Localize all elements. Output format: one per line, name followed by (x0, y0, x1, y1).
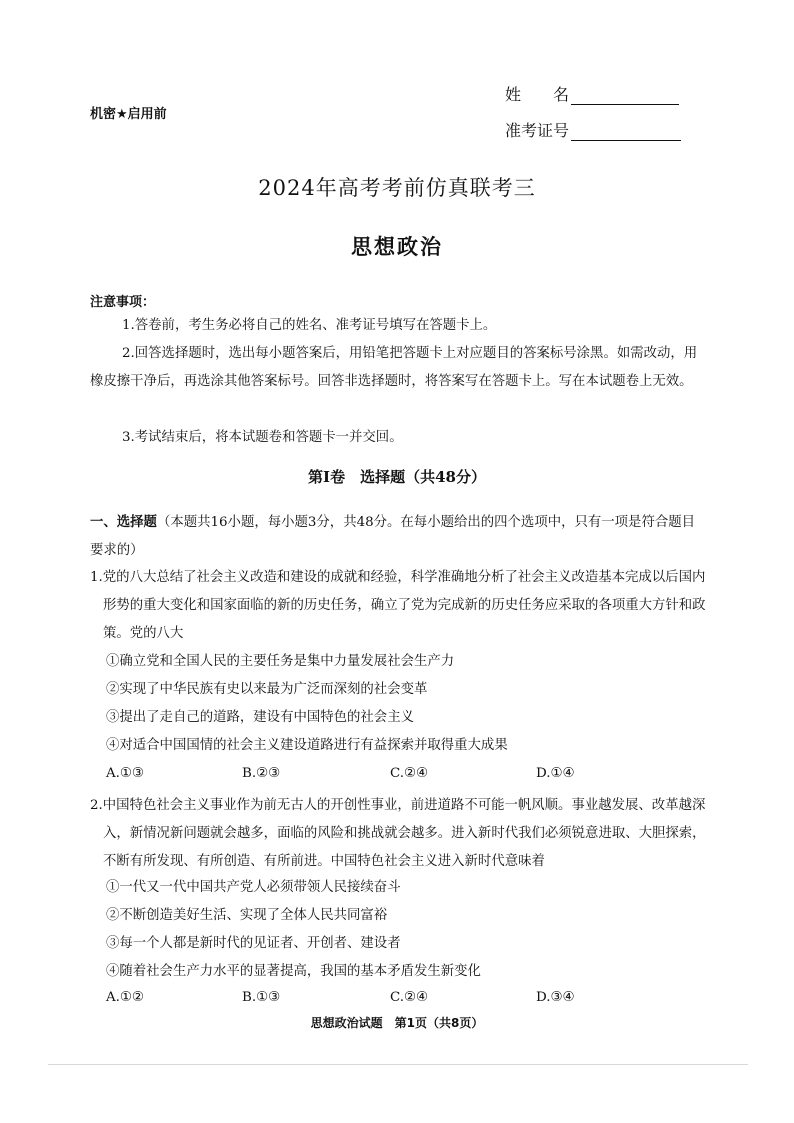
option-4: ④对适合中国国情的社会主义建设道路进行有益探索并取得重大成果 (106, 738, 508, 753)
choice-b: B.②③ (242, 766, 281, 781)
part-one-note: （本题共16小题，每小题3分，共48分。在每小题给出的四个选项中，只有一项是符合题目要求的） (90, 515, 696, 558)
option-3: ③提出了走自己的道路，建设有中国特色的社会主义 (106, 710, 414, 725)
option-1: ①一代又一代中国共产党人必须带领人民接续奋斗 (106, 880, 401, 895)
exam-id-label: 准考证号 (505, 121, 570, 140)
name-label: 姓 名 (505, 85, 570, 104)
question-2 (90, 792, 706, 876)
option-2: ②不断创造美好生活、实现了全体人民共同富裕 (106, 908, 388, 923)
choice-d: D.①④ (536, 766, 575, 781)
subject-title: 思想政治 (351, 234, 443, 259)
question-stem: 1.党的八大总结了社会主义改造和建设的成就和经验，科学准确地分析了社会主义改造基本完成以后国内形势的重大变化和国家面临的新的历史任务，确立了党为完成新的历史任务应采取的各项重大方针和政策。党的八大 (90, 570, 706, 641)
confidential-label: 机密★启用前 (90, 107, 167, 122)
page-footer: 思想政治试题 第1页（共8页） (310, 1016, 484, 1030)
question-stem: 2.中国特色社会主义事业作为前无古人的开创性事业，前进道路不可能一帆风顺。事业越发展、改革越深入，新情况新问题就会越多，面临的风险和挑战就会越多。进入新时代我们必须锐意进取、大胆探索，不断有所发现、有所创造、有所前进。中国特色社会主义进入新时代意味着 (90, 798, 706, 869)
exam-id-blank-line (571, 126, 681, 141)
bottom-divider (48, 1064, 748, 1065)
notice-heading: 注意事项： (90, 295, 156, 310)
name-blank-line (571, 90, 679, 105)
exam-title: 2024年高考考前仿真联考三 (258, 176, 536, 200)
part-one-heading: 一、选择题 (90, 514, 157, 530)
question-1 (90, 564, 706, 648)
option-3: ③每一个人都是新时代的见证者、开创者、建设者 (106, 936, 401, 951)
exam-id-field (505, 118, 681, 141)
notice-item: 1.答卷前，考生务必将自己的姓名、准考证号填写在答题卡上。 (122, 318, 497, 333)
option-4: ④随着社会生产力水平的显著提高，我国的基本矛盾发生新变化 (106, 964, 481, 979)
option-2: ②实现了中华民族有史以来最为广泛而深刻的社会变革 (106, 682, 428, 697)
choice-d: D.③④ (536, 990, 575, 1005)
choice-b: B.①③ (242, 990, 281, 1005)
notice-item: 3.考试结束后，将本试题卷和答题卡一并交回。 (122, 430, 403, 445)
answer-choices (106, 766, 706, 790)
name-field (505, 82, 679, 105)
choice-a: A.①② (106, 990, 144, 1005)
option-1: ①确立党和全国人民的主要任务是集中力量发展社会生产力 (106, 654, 455, 669)
choice-a: A.①③ (106, 766, 144, 781)
part-one-instruction (90, 508, 706, 565)
section-title: 第Ⅰ卷 选择题（共48分） (308, 468, 486, 486)
notice-item: 2.回答选择题时，选出每小题答案后，用铅笔把答题卡上对应题目的答案标号涂黑。如需改动，用橡皮擦干净后，再选涂其他答案标号。回答非选择题时，将答案写在答题卡上。写在本试题卷上无效。 (90, 346, 698, 389)
choice-c: C.②④ (390, 990, 429, 1005)
answer-choices (106, 990, 706, 1014)
choice-c: C.②④ (390, 766, 429, 781)
